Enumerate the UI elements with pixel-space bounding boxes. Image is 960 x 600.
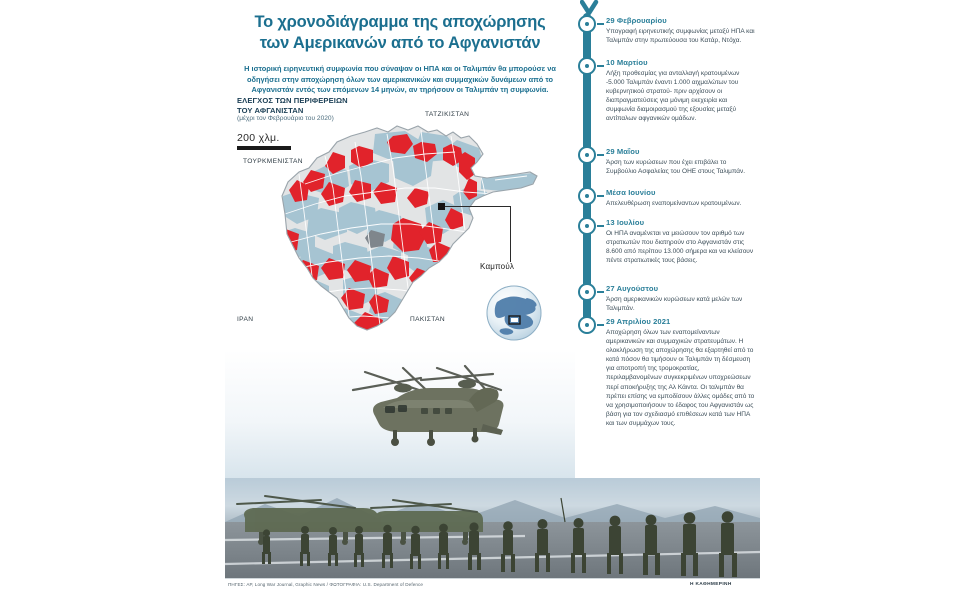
- timeline-event-date: Μέσα Ιουνίου: [606, 188, 656, 197]
- timeline-event-text: Υπογραφή ειρηνευτικής συμφωνίας μεταξύ ΗΠΑ και Ταλιμπάν στην πρωτεύουσα του Κατάρ, Ντόχα.: [606, 28, 755, 45]
- globe-locator-icon: [483, 282, 545, 344]
- kabul-marker: [438, 203, 445, 210]
- map-label-turkmenistan: ΤΟΥΡΚΜΕΝΙΣΤΑΝ: [243, 158, 303, 165]
- timeline-event-text: Άρση αμερικανικών κυρώσεων κατά μελών των Ταλιμπάν.: [606, 296, 743, 313]
- timeline-connector: [597, 195, 604, 197]
- map-subheading: (μέχρι τον Φεβρουάριο του 2020): [237, 115, 334, 122]
- map-label-kabul: Καμπούλ: [480, 262, 515, 271]
- timeline-event-date: 10 Μαρτίου: [606, 58, 648, 67]
- sources-credit: ΠΗΓΕΣ: AP, Long War Journal, Graphic News / ΦΩΤΟΓΡΑΦΙΑ: U.S. Department of Defence: [228, 582, 424, 587]
- map-scale-label: 200 χλμ.: [237, 132, 280, 144]
- map-label-iran: ΙΡΑΝ: [237, 316, 254, 323]
- map-label-pakistan: ΠΑΚΙΣΤΑΝ: [410, 316, 445, 323]
- map-heading-line-2: ΤΟΥ ΑΦΓΑΝΙΣΤΑΝ: [237, 105, 304, 115]
- timeline-connector: [597, 225, 604, 227]
- timeline-event-date: 29 Μαΐου: [606, 147, 640, 156]
- timeline-event-text: Άρση των κυρώσεων που έχει επιβάλει το Συμβούλιο Ασφαλείας του ΟΗΕ στους Ταλιμπάν.: [606, 159, 746, 176]
- timeline-event-date: 13 Ιουλίου: [606, 218, 645, 227]
- timeline-marker-icon: [578, 187, 596, 205]
- map-area: [225, 96, 575, 361]
- timeline-connector: [597, 154, 604, 156]
- helicopter-photo: [225, 350, 575, 480]
- timeline-marker-icon: [578, 316, 596, 334]
- timeline-marker-icon: [578, 146, 596, 164]
- title-block: [225, 0, 575, 96]
- timeline-event-text: Λήξη προθεσμίας για ανταλλαγή κρατουμένων -5.000 Ταλιμπάν έναντι 1.000 αιχμαλώτων του κυβερνητικού στρατού- πριν αρχίσουν οι διαπραγματεύσεις για μόνιμη εκεχειρία και συμφωνία διαμοιρασμού της εξουσίας μεταξύ αντίπαλων αφγανικών ομάδων.: [606, 70, 740, 123]
- timeline-connector: [597, 65, 604, 67]
- publisher-masthead: Η ΚΑΘΗΜΕΡΙΝΗ: [690, 582, 732, 587]
- timeline-connector: [597, 324, 604, 326]
- timeline-event-date: 29 Απριλίου 2021: [606, 317, 671, 326]
- page-title-line-2: των Αμερικανών από το Αφγανιστάν: [259, 34, 541, 52]
- intro-paragraph: Η ιστορική ειρηνευτική συμφωνία που σύναψαν οι ΗΠΑ και οι Ταλιμπάν θα μπορούσε να οδηγήσει στην αποχώρηση όλων των αμερικανικών και συμμαχικών δυνάμεων από το Αφγανιστάν εντός των επόμενων 14 μηνών, αν τηρήσουν οι Ταλιμπάν τη συμφωνία.: [244, 64, 556, 95]
- timeline-event-text: Απελευθέρωση εναπομείναντων κρατουμένων.: [606, 200, 742, 207]
- timeline-marker-icon: [578, 283, 596, 301]
- timeline-event-date: 27 Αυγούστου: [606, 284, 659, 293]
- map-label-tajikistan: ΤΑΤΖΙΚΙΣΤΑΝ: [425, 111, 470, 118]
- timeline-marker-icon: [578, 217, 596, 235]
- timeline-event-text: Οι ΗΠΑ αναμένεται να μειώσουν τον αριθμό των στρατιωτών που διατηρούν στο Αφγανιστάν στις 8.600 από περίπου 13.000 σήμερα και να κλείσουν πέντε στρατιωτικές τους βάσεις.: [606, 230, 754, 265]
- timeline-event-date: 29 Φεβρουαρίου: [606, 16, 667, 25]
- timeline-event-text: Αποχώρηση όλων των εναπομείναντων αμερικανικών και συμμαχικών στρατευμάτων. Η ολοκλήρωση της αποχώρησης θα εξαρτηθεί από το κατά πόσον θα τιμήσουν οι Ταλιμπάν τη δέσμευση για αποτροπή της τρομοκρατίας, περιλαμβανομένων συγκεκριμένων υποχρεώσεων περί αποκήρυξης της Αλ Κάιντα. Οι ταλιμπάν θα πρέπει επίσης να εμποδίσουν άλλες ομάδες από το να χρησιμοποιήσουν το έδαφος του Αφγανιστάν ως βάση για τον σχεδιασμό επιθέσεων κατά των ΗΠΑ και των συμμάχων τους.: [606, 329, 755, 427]
- page-title-line-1: Το χρονοδιάγραμμα της αποχώρησης: [254, 13, 546, 31]
- map-heading-line-1: ΕΛΕΓΧΟΣ ΤΩΝ ΠΕΡΙΦΕΡΕΙΩΝ: [237, 96, 348, 105]
- kabul-leader-line: [445, 206, 511, 262]
- timeline-connector: [597, 23, 604, 25]
- timeline-connector: [597, 291, 604, 293]
- timeline-marker-icon: [578, 15, 596, 33]
- timeline: [578, 0, 760, 600]
- timeline-marker-icon: [578, 57, 596, 75]
